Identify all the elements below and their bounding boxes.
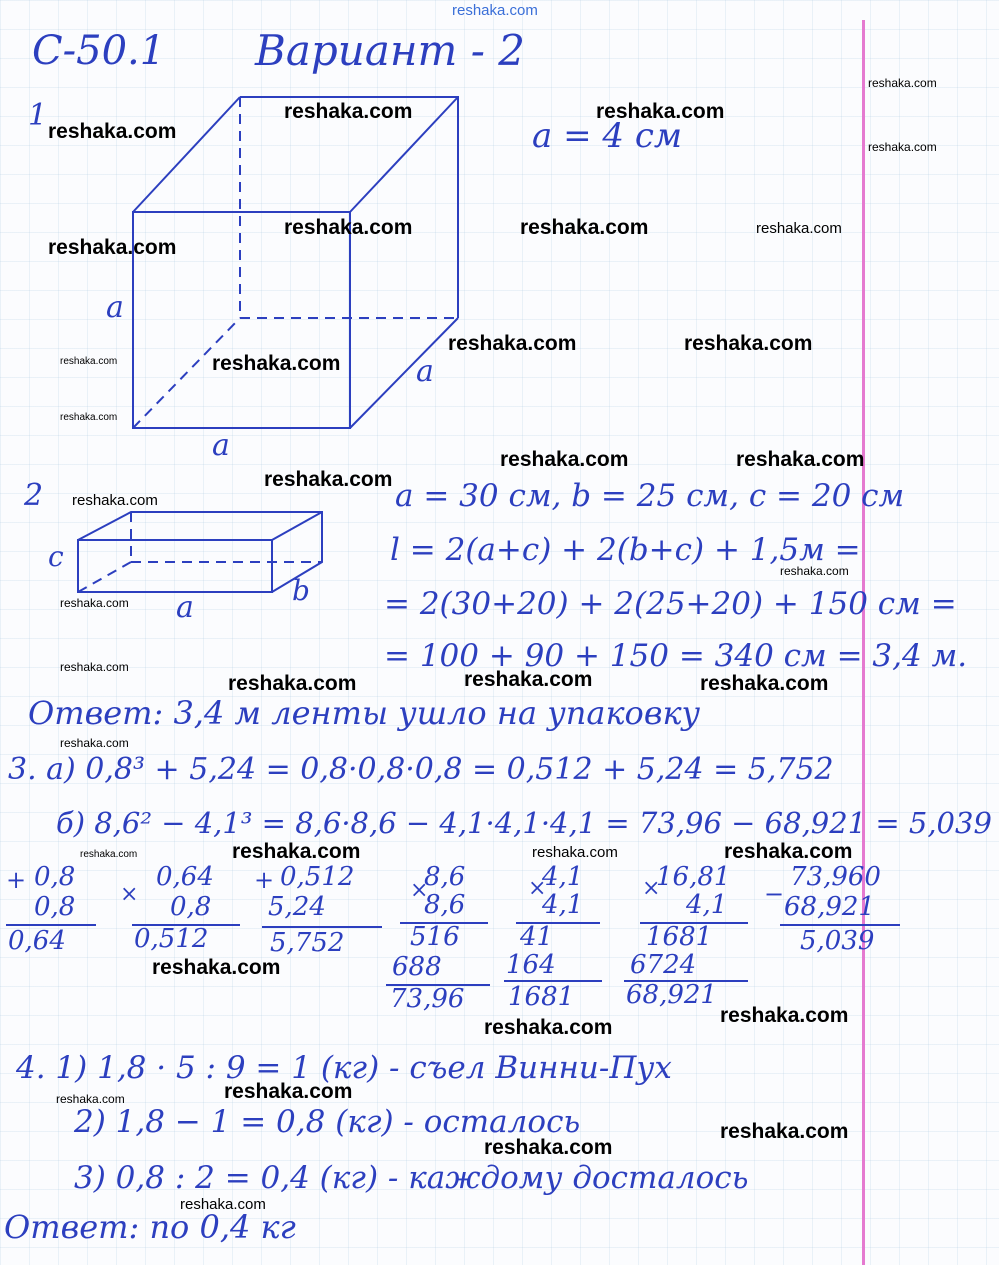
calc-partial: 164 [506, 950, 556, 980]
watermark: reshaka.com [736, 448, 865, 471]
watermark: reshaka.com [264, 468, 393, 491]
calc-row: 0,8 [170, 892, 212, 922]
calc-row: 8,6 [424, 890, 466, 920]
watermark: reshaka.com [56, 1092, 125, 1106]
calc-partial: 41 [520, 922, 554, 952]
variant-title: Вариант - 2 [255, 26, 525, 75]
task4-line: 4. 1) 1,8 · 5 : 9 = 1 (кг) - съел Винни-Пух [16, 1050, 672, 1086]
watermark: reshaka.com [60, 660, 129, 674]
watermark: reshaka.com [72, 492, 158, 509]
box-label-c: c [48, 540, 64, 573]
watermark: reshaka.com [228, 672, 357, 695]
calc-row: 4,1 [542, 862, 584, 892]
calc-result: 5,752 [270, 928, 345, 958]
calc-row: 0,512 [280, 862, 355, 892]
task2-line: l = 2(a+c) + 2(b+c) + 1,5м = [390, 532, 861, 568]
watermark: reshaka.com [80, 849, 138, 860]
calc-op: + [6, 866, 27, 894]
calc-op: − [764, 880, 785, 908]
site-label: reshaka.com [452, 2, 538, 19]
calc-result: 0,512 [134, 924, 209, 954]
watermark: reshaka.com [520, 216, 649, 239]
watermark: reshaka.com [756, 220, 842, 237]
watermark: reshaka.com [60, 412, 118, 423]
task2-answer: Ответ: 3,4 м ленты ушло на упаковку [28, 694, 701, 732]
calc-row: 68,921 [784, 892, 875, 922]
calc-op: × [120, 882, 139, 907]
task3-line-a: 3. а) 0,8³ + 5,24 = 0,8·0,8·0,8 = 0,512 + 5,24 = 5,752 [8, 752, 834, 787]
watermark: reshaka.com [60, 736, 129, 750]
watermark: reshaka.com [720, 1120, 849, 1143]
calc-row: 73,960 [790, 862, 881, 892]
box-hidden-edge [78, 562, 131, 592]
watermark: reshaka.com [684, 332, 813, 355]
cube-label-height: a [106, 290, 124, 325]
watermark: reshaka.com [212, 352, 341, 375]
calc-row: 4,1 [542, 890, 584, 920]
calc-row: 8,6 [424, 862, 466, 892]
watermark: reshaka.com [596, 100, 725, 123]
task4-line: 3) 0,8 : 2 = 0,4 (кг) - каждому досталось [74, 1160, 749, 1196]
box-label-a: a [176, 590, 194, 625]
worksheet-code: С-50.1 [32, 28, 166, 74]
box-top-edges [78, 512, 322, 592]
watermark: reshaka.com [232, 840, 361, 863]
watermark: reshaka.com [224, 1080, 353, 1103]
calc-result: 1681 [508, 982, 575, 1012]
task4-line: 2) 1,8 − 1 = 0,8 (кг) - осталось [74, 1104, 581, 1140]
calc-result: 5,039 [800, 926, 875, 956]
calc-op: × [528, 876, 547, 901]
calc-partial: 516 [410, 922, 460, 952]
calc-row: 16,81 [656, 862, 731, 892]
watermark: reshaka.com [60, 596, 129, 610]
calc-row: 0,64 [156, 862, 214, 892]
box-edge [272, 512, 322, 540]
watermark: reshaka.com [484, 1136, 613, 1159]
cube-label-width: a [212, 428, 230, 463]
calc-result: 68,921 [626, 980, 717, 1010]
calc-op: + [254, 866, 275, 894]
watermark: reshaka.com [724, 840, 853, 863]
calc-partial: 688 [392, 952, 442, 982]
task2-line: = 100 + 90 + 150 = 340 см = 3,4 м. [384, 638, 968, 674]
watermark: reshaka.com [284, 216, 413, 239]
calc-row: 0,8 [34, 862, 76, 892]
calc-op: × [642, 876, 661, 901]
task2-number: 2 [24, 478, 44, 513]
watermark: reshaka.com [284, 100, 413, 123]
box-front-face [78, 540, 272, 592]
box-label-b: b [292, 574, 310, 607]
watermark: reshaka.com [180, 1196, 266, 1213]
calc-result: 73,96 [390, 984, 465, 1014]
cube-label-depth: a [416, 354, 434, 389]
watermark: reshaka.com [48, 236, 177, 259]
watermark: reshaka.com [720, 1004, 849, 1027]
watermark: reshaka.com [60, 356, 118, 367]
watermark: reshaka.com [532, 844, 618, 861]
watermark: reshaka.com [780, 564, 849, 578]
watermark: reshaka.com [152, 956, 281, 979]
task1-number: 1 [28, 98, 48, 133]
watermark: reshaka.com [48, 120, 177, 143]
task2-line: a = 30 см, b = 25 см, c = 20 см [395, 478, 905, 514]
calc-row: 5,24 [268, 892, 326, 922]
task1-given: a = 4 см [532, 116, 683, 156]
task4-answer: Ответ: по 0,4 кг [4, 1208, 296, 1246]
watermark: reshaka.com [700, 672, 829, 695]
calc-result: 0,64 [8, 926, 66, 956]
task2-line: = 2(30+20) + 2(25+20) + 150 см = [384, 586, 957, 622]
watermark: reshaka.com [484, 1016, 613, 1039]
watermark: reshaka.com [868, 76, 937, 90]
watermark: reshaka.com [500, 448, 629, 471]
calc-partial: 6724 [630, 950, 697, 980]
calc-partial: 1681 [646, 922, 713, 952]
watermark: reshaka.com [868, 140, 937, 154]
calc-row: 0,8 [34, 892, 76, 922]
watermark: reshaka.com [464, 668, 593, 691]
calc-op: × [410, 878, 429, 903]
task3-line-b: б) 8,6² − 4,1³ = 8,6·8,6 − 4,1·4,1·4,1 = 73,96 − 68,921 = 5,039 [56, 806, 992, 840]
calc-row: 4,1 [686, 890, 728, 920]
watermark: reshaka.com [448, 332, 577, 355]
